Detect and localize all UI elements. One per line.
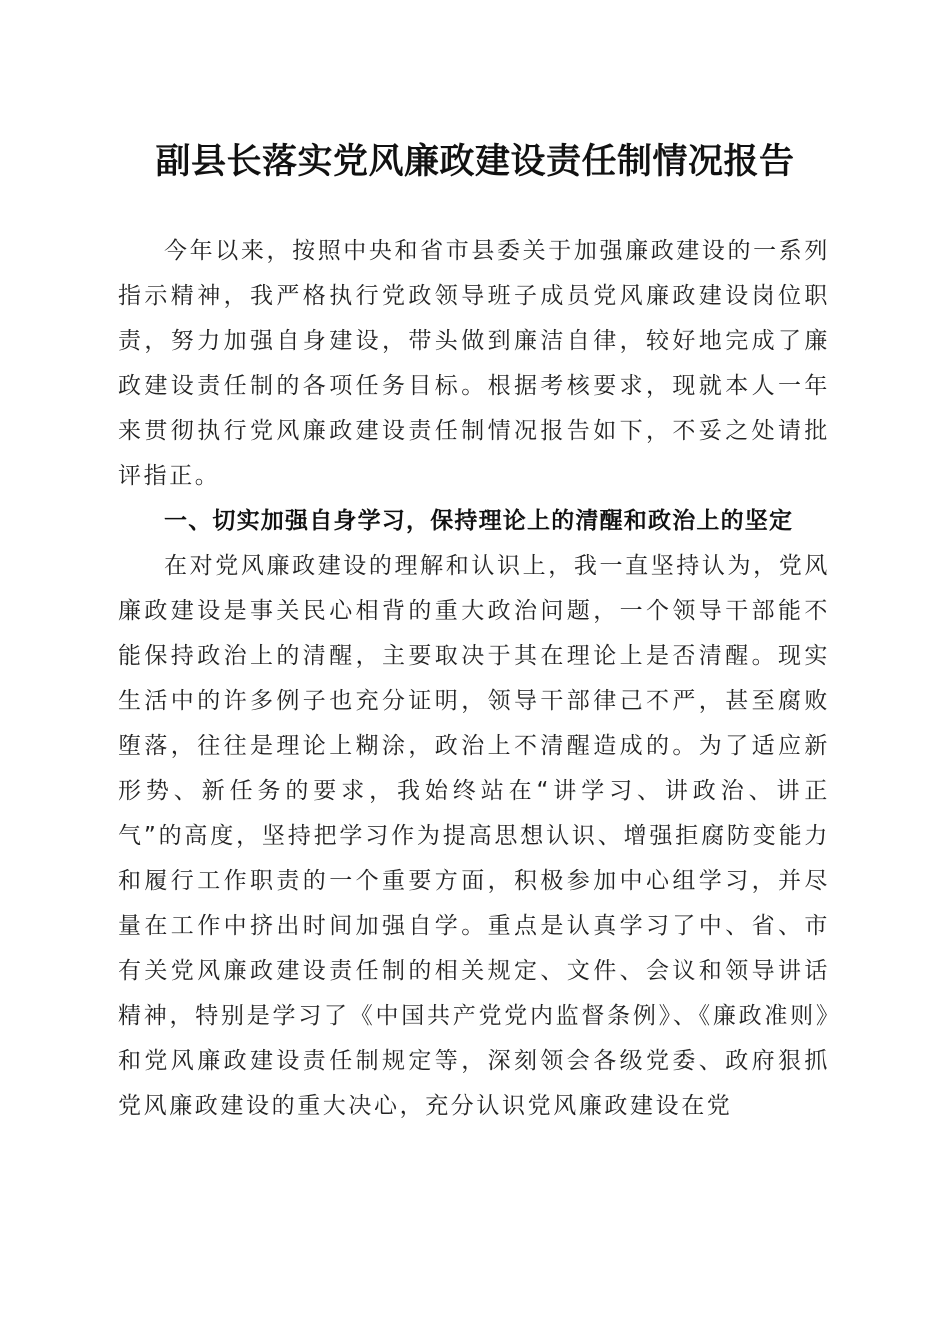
- document-body: [118, 229, 830, 1129]
- section-heading-1: 一、切实加强自身学习，保持理论上的清醒和政治上的坚定: [164, 508, 794, 534]
- document-title: 副县长落实党风廉政建设责任制情况报告: [155, 141, 795, 182]
- intro-paragraph: 今年以来，按照中央和省市县委关于加强廉政建设的一系列指示精神，我严格执行党政领导班子成员党风廉政建设岗位职责，努力加强自身建设，带头做到廉洁自律，较好地完成了廉政建设责任制的各项任务目标。根据考核要求，现就本人一年来贯彻执行党风廉政建设责任制情况报告如下，不妥之处请批评指正。: [118, 238, 830, 489]
- section-1-paragraph: 在对党风廉政建设的理解和认识上，我一直坚持认为，党风廉政建设是事关民心相背的重大政治问题，一个领导干部能不能保持政治上的清醒，主要取决于其在理论上是否清醒。现实生活中的许多例子也充分证明，领导干部律己不严，甚至腐败堕落，往往是理论上糊涂，政治上不清醒造成的。为了适应新形势、新任务的要求，我始终站在“讲学习、讲政治、讲正气”的高度，坚持把学习作为提高思想认识、增强拒腐防变能力和履行工作职责的一个重要方面，积极参加中心组学习，并尽量在工作中挤出时间加强自学。重点是认真学习了中、省、市有关党风廉政建设责任制的相关规定、文件、会议和领导讲话精神，特别是学习了《中国共产党党内监督条例》、《廉政准则》和党风廉政建设责任制规定等，深刻领会各级党委、政府狠抓党风廉政建设的重大决心，充分认识党风廉政建设在党: [118, 553, 830, 1119]
